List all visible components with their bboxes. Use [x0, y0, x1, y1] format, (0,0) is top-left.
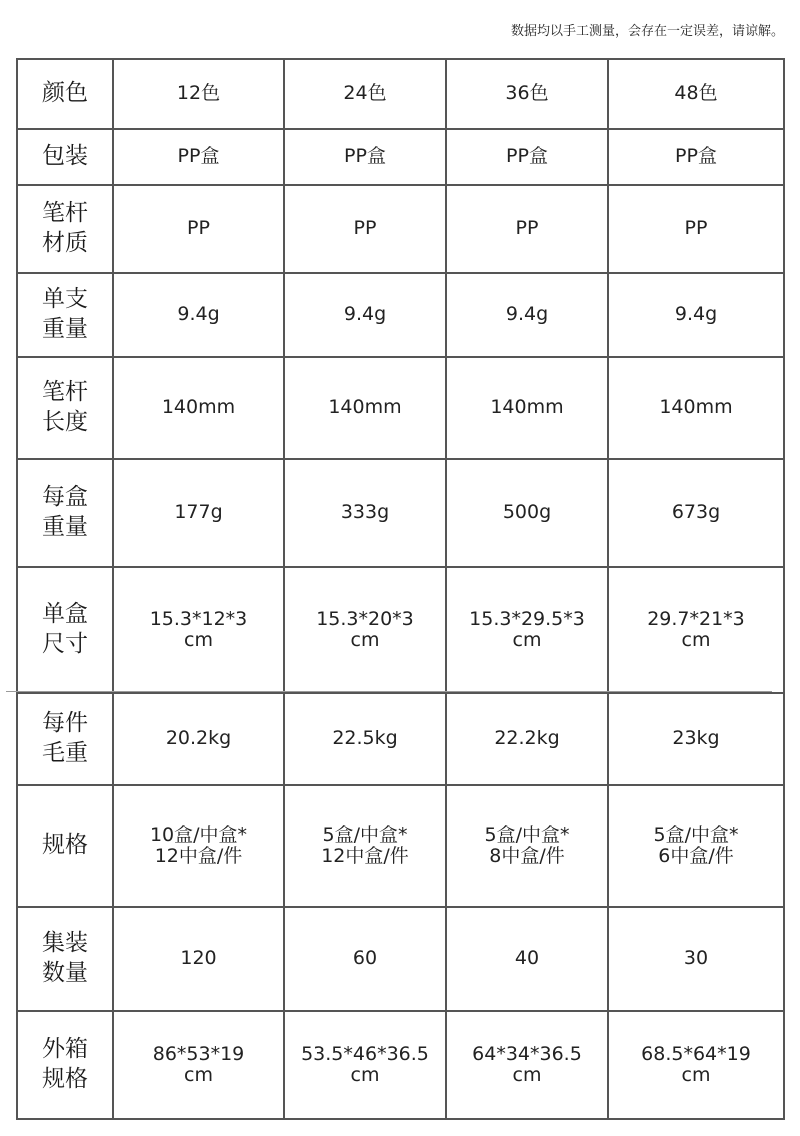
- cell-value: PP: [684, 217, 708, 240]
- table-cell: [113, 1011, 284, 1119]
- row-label-line: 数量: [42, 960, 88, 986]
- measurement-note: 数据均以手工测量，会存在一定误差，请谅解。: [510, 24, 784, 39]
- cell-value: 22.2kg: [494, 727, 560, 750]
- spec-table: [16, 58, 785, 1120]
- table-cell: [284, 129, 446, 185]
- cell-value: PP: [353, 217, 377, 240]
- cell-value: 9.4g: [343, 303, 387, 326]
- cell-value: 12中盒/件: [321, 845, 409, 867]
- table-row: [17, 785, 784, 907]
- cell-value: 140mm: [161, 396, 236, 419]
- row-label: [17, 273, 113, 357]
- row-label-line: 每盒: [42, 484, 88, 511]
- table-cell: [113, 357, 284, 459]
- table-cell: [446, 567, 608, 693]
- table-cell: [284, 273, 446, 357]
- cell-value: 20.2kg: [165, 727, 232, 750]
- table-cell: [284, 567, 446, 693]
- row-label: [17, 907, 113, 1011]
- row-label-line: 材质: [42, 230, 88, 256]
- cell-value: 177g: [174, 501, 223, 524]
- table-cell: [446, 129, 608, 185]
- row-label-line: 规格: [42, 1066, 88, 1092]
- table-cell: [446, 459, 608, 567]
- cell-value: 64*34*36.5: [472, 1042, 582, 1065]
- cell-value: cm: [350, 629, 380, 651]
- cell-value: 30: [683, 947, 709, 970]
- row-label-line: 长度: [42, 409, 88, 435]
- table-cell: [446, 273, 608, 357]
- row-label: [17, 185, 113, 273]
- table-cell: [113, 129, 284, 185]
- cell-value: cm: [681, 1064, 711, 1086]
- table-cell: [113, 59, 284, 129]
- table-cell: [113, 785, 284, 907]
- table-row: [17, 567, 784, 693]
- row-label-line: 笔杆: [42, 200, 88, 227]
- cell-value: 120: [180, 947, 217, 970]
- cell-value: 9.4g: [674, 303, 718, 326]
- row-label: [17, 1011, 113, 1119]
- cell-value: 500g: [502, 501, 552, 524]
- table-cell: [113, 185, 284, 273]
- table-cell: [446, 357, 608, 459]
- cell-value: cm: [681, 629, 711, 651]
- cell-value: PP: [187, 217, 210, 240]
- table-row: [17, 459, 784, 567]
- table-row: [17, 693, 784, 785]
- cell-value: PP: [515, 217, 539, 240]
- cell-value: 12色: [176, 82, 221, 105]
- cell-value: 68.5*64*19: [641, 1042, 751, 1065]
- row-label-line: 重量: [42, 316, 88, 342]
- cell-value: 23kg: [672, 727, 720, 750]
- table-row: [17, 129, 784, 185]
- row-label: [17, 693, 113, 785]
- table-cell: [608, 273, 784, 357]
- cell-value: 5盒/中盒*: [484, 823, 570, 846]
- table-cell: [446, 785, 608, 907]
- cell-value: 5盒/中盒*: [322, 823, 408, 846]
- cell-value: 140mm: [328, 396, 402, 419]
- row-label-line: 外箱: [42, 1036, 88, 1063]
- table-cell: [608, 185, 784, 273]
- cell-value: 12中盒/件: [154, 845, 243, 867]
- table-cell: [284, 907, 446, 1011]
- cell-value: 48色: [674, 82, 718, 105]
- table-cell: [284, 785, 446, 907]
- cell-value: 24色: [343, 82, 387, 105]
- row-label-line: 笔杆: [42, 379, 88, 406]
- cell-value: cm: [512, 1064, 542, 1086]
- table-cell: [113, 907, 284, 1011]
- cell-value: 10盒/中盒*: [149, 823, 248, 846]
- cell-value: 6中盒/件: [658, 845, 734, 867]
- cell-value: 140mm: [490, 396, 564, 419]
- table-cell: [608, 567, 784, 693]
- row-label: [17, 567, 113, 693]
- table-cell: [608, 907, 784, 1011]
- table-cell: [284, 185, 446, 273]
- row-label: [17, 357, 113, 459]
- table-row: [17, 907, 784, 1011]
- table-cell: [446, 59, 608, 129]
- table-cell: [608, 357, 784, 459]
- table-cell: [608, 1011, 784, 1119]
- cell-value: 15.3*12*3: [149, 607, 248, 630]
- cell-value: cm: [350, 1064, 380, 1086]
- table-cell: [608, 59, 784, 129]
- cell-value: 333g: [340, 501, 390, 524]
- cell-value: 53.5*46*36.5: [301, 1042, 429, 1065]
- cell-value: PP盒: [344, 145, 386, 168]
- table-cell: [608, 785, 784, 907]
- cell-value: 40: [514, 947, 540, 970]
- row-label: [17, 459, 113, 567]
- cell-value: 9.4g: [177, 303, 220, 326]
- row-label-line: 单盒: [42, 601, 88, 628]
- cell-value: 86*53*19: [152, 1042, 245, 1065]
- row-label-line: 尺寸: [42, 631, 88, 657]
- table-cell: [284, 59, 446, 129]
- table-cell: [608, 129, 784, 185]
- table-cell: [608, 693, 784, 785]
- table-cell: [113, 273, 284, 357]
- table-cell: [446, 1011, 608, 1119]
- cell-value: 22.5kg: [332, 727, 398, 750]
- cell-value: 29.7*21*3: [647, 607, 745, 630]
- table-cell: [113, 567, 284, 693]
- row-label: [17, 785, 113, 907]
- cell-value: 5盒/中盒*: [653, 823, 739, 846]
- cell-value: PP盒: [506, 145, 548, 168]
- cell-value: cm: [184, 629, 213, 651]
- row-label-line: 颜色: [42, 80, 88, 107]
- table-cell: [446, 185, 608, 273]
- cell-value: cm: [184, 1064, 213, 1086]
- row-label-line: 规格: [42, 832, 88, 859]
- row-label: [17, 129, 113, 185]
- table-cell: [608, 459, 784, 567]
- table-row: [17, 273, 784, 357]
- cell-value: 36色: [505, 82, 549, 105]
- cell-value: 9.4g: [505, 303, 549, 326]
- row-label-line: 每件: [42, 710, 88, 737]
- cell-value: 15.3*29.5*3: [469, 607, 585, 630]
- row-label-line: 集装: [42, 930, 88, 957]
- table-row: [17, 357, 784, 459]
- row-label: [17, 59, 113, 129]
- cell-value: 60: [352, 947, 378, 970]
- cell-value: 673g: [671, 501, 721, 524]
- divider-line: [6, 691, 772, 692]
- cell-value: PP盒: [177, 145, 220, 168]
- table-cell: [284, 357, 446, 459]
- row-label-line: 毛重: [42, 740, 88, 766]
- table-cell: [446, 907, 608, 1011]
- cell-value: 8中盒/件: [489, 845, 565, 867]
- cell-value: 140mm: [659, 396, 733, 419]
- table-cell: [284, 459, 446, 567]
- table-row: [17, 1011, 784, 1119]
- table-cell: [284, 1011, 446, 1119]
- table-row: [17, 59, 784, 129]
- table-cell: [113, 693, 284, 785]
- row-label-line: 单支: [42, 286, 88, 313]
- cell-value: cm: [512, 629, 542, 651]
- table-cell: [284, 693, 446, 785]
- cell-value: PP盒: [675, 145, 717, 168]
- table-row: [17, 185, 784, 273]
- row-label-line: 包装: [42, 143, 88, 170]
- table-cell: [113, 459, 284, 567]
- table-cell: [446, 693, 608, 785]
- row-label-line: 重量: [42, 514, 88, 540]
- cell-value: 15.3*20*3: [316, 607, 414, 630]
